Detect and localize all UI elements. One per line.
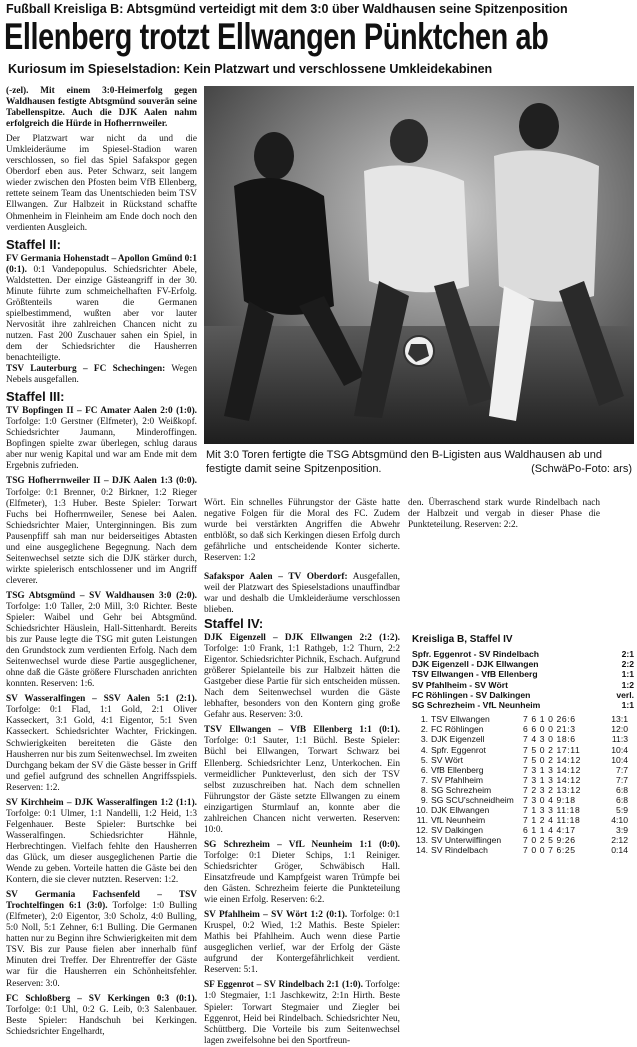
standing-team-name: TSV Ellwangen [431,714,490,725]
match-title: DJK Eigenzell – DJK Ellwangen 2:2 (1:2). [204,633,400,643]
match-title: SF Eggenrot – SV Rindelbach 2:1 (1:0). [204,980,363,991]
standing-stats: 7 5 0 2 14:12 [523,754,581,765]
standing-team-name: SG SCU'schneidheim [431,794,514,805]
standing-rank: 13. [416,835,428,846]
column-2-top [204,498,400,616]
result-row [412,649,634,659]
standing-points: 5:9 [616,805,628,816]
column-3-top [408,498,600,540]
match-text: Torfolge: 0:1 Brenner, 0:2 Birkner, 1:2 Rieger (Elfmeter), 1:3 Huber. Beste Spieler: Torwart Fuchs bei Hofherrnweiler, Senese bei Aalen. Schiedsrichter Maier, Unterginningen. Bis zum Pausenpfiff sah man nur beiderseitiges Abtasten und eine ausgeglichene Begegnung. Nach dem Seitenwechsel setzte sich die DJK stärker durch, wirkte spielerisch entschlossener und im Angriff cleverer. [6,487,197,586]
table-row [412,755,634,765]
match-title: SV Pfahlheim – SV Wört 1:2 (0:1). [204,910,348,921]
match-title: SV Kirchheim – DJK Wasseralfingen 1:2 (1:1). [6,797,197,808]
standings-list [412,714,634,855]
column-2-staffel-4 [204,616,401,1046]
result-match: Spfr. Eggenrot - SV Rindelbach [412,649,540,659]
league-table [412,634,634,856]
standing-team [412,775,592,785]
result-row [412,690,634,700]
staffel-2-heading: Staffel II: [6,236,61,252]
match-report [204,980,400,1046]
standing-rank: 6. [420,764,428,775]
standing-rank: 9. [420,794,428,805]
standing-team [412,745,592,755]
intro-lead: (-zel). Mit einem 3:0-Heimerfolg gegen Waldhausen festigte Abtsgmünd souverän seine Tabellenspitze. Auch die DJK Aalen nahm erfolgreich die Hürde in Hofherrnweiler. [6,86,197,130]
match-text: 0:1 Vandepopulus. Schiedsrichter Abele, Waldstetten. Der einzige Gästeangriff in der 30. Minute führte zum schmeichelhaften FV-Erfolg. Größtenteils waren die Germanen spielbestimmend, wußten aber vor lauter Nervosität ihre zahlreichen Chancen nicht zu nutzen. Fast 200 Zuschauer sahen ein Spiel, in dem der Schiedsrichter die Hausherren benachteiligte. [6,264,197,364]
standing-points: 4:10 [611,815,628,826]
standing-stats: 7 0 0 7 6:25 [523,845,576,856]
match-report [204,840,400,906]
staffel-3-heading: Staffel III: [6,389,65,405]
match-report [204,633,400,721]
result-score: 2:1 [621,649,634,659]
match-text: Torfolge: 0:1 Kruspel, 0:2 Wied, 1:2 Mathis. Beste Spieler: Mathis bei Pfahlheim. Auch wenn diese Partie ausgeglichen verlief, war der Erfolg der Gäste aufgrund der Kontergefährlichkeit verdient. Reserven: 5:1. [204,910,400,976]
result-match: DJK Eigenzell - DJK Ellwangen [412,659,539,670]
standing-rank: 8. [420,784,428,795]
standing-stats: 7 5 0 2 17:11 [523,744,581,755]
standing-rank: 12. [416,825,428,836]
caption-text: Mit 3:0 Toren fertigte die TSG Abtsgmünd den B-Ligisten aus Waldhausen ab und festigte damit seine Spitzenposition. [206,449,603,475]
match-text: Torfolge: 1:0 Stegmaier, 1:1 Jaschkewitz, 2:1n Hirth. Beste Spieler: Torwart Stegmaier und Ziegler bei Eggenrot, Heid bei Rindelbach. Schiedsrichter Neu, Schüttberg. Die Vorteile bis zum Seitenwechsel lagen zweifelsohne bei den Sportfreun- [204,980,401,1046]
match-title: TSV Ellwangen – VfB Ellenberg 1:1 (0:1). [204,725,400,736]
result-match: SV Pfahlheim - SV Wört [412,679,508,690]
standing-stats: 7 2 3 2 13:12 [523,784,581,795]
standing-rank: 7. [420,774,428,785]
match-title: FV Germania Hohenstadt – Apollon Gmünd 0:1 (0:1). [6,253,197,275]
table-row [412,785,634,795]
match-text: Torfolge: 1:0 Frank, 1:1 Rathgeb, 1:2 Thurn, 2:2 Eigentor. Schiedsrichter Pichnik, Eschach. Aufgrund größerer Spielanteile bis zur Halbzeit hätten die Gastgeber diese Partie für sich entscheiden müssen. Nach dem Seitenwechsel wurden die Gäste lebhafter, besonders von den Kontern ging große Gefahr aus. Reserven: 3:0. [204,644,400,721]
match-report [6,406,197,472]
table-row [412,835,634,845]
standing-stats: 7 6 1 0 26:6 [523,714,576,725]
match-report [6,798,197,886]
table-row [412,765,634,775]
result-row [412,659,634,669]
table-row [412,745,634,755]
standing-team-name: DJK Eigenzell [431,734,485,745]
table-row [412,775,634,785]
table-row [412,724,634,734]
standing-stats: 7 3 0 4 9:18 [523,794,576,805]
match-title: TSG Hofherrnweiler II – DJK Aalen 1:3 (0:0). [6,476,197,487]
standing-points: 3:9 [616,825,628,836]
standing-points: 11:3 [611,734,628,745]
result-row [412,700,634,710]
staffel-4-heading: Staffel IV: [204,616,264,631]
column-1 [6,86,197,1037]
standing-points: 7:7 [616,764,628,775]
match-report [6,890,197,989]
standing-stats: 7 0 2 5 9:26 [523,835,576,846]
result-match: SG Schrezheim - VfL Neunheim [412,700,541,711]
standing-points: 6:8 [616,794,628,805]
standing-team-name: SV Dalkingen [431,825,484,836]
match-text: Torfolge: 0:1 Uhl, 0:2 G. Leib, 0:3 Salenbauer. Beste Spieler: Handschuh bei Kerkingen. Schiedsrichter Engelhardt, [6,1004,197,1037]
match-report [6,254,197,364]
standing-stats: 6 6 0 0 21:3 [523,724,576,735]
standing-team [412,755,592,765]
standing-rank: 11. [416,815,428,826]
match-text: Torfolge: 1:0 Bulling (Elfmeter), 2:0 Eigentor, 3:0 Scholz, 4:0 Bulling, 5:0 Noll, 5:1 Zehner, 6:1 Bulling. Die Germanen hatten nur zu Beginn ihre Schwierigkeiten mit dem TSV. Bis zur Pause fielen aber innerhalb fünf Minuten drei Treffer. Der Ehrentreffer der Gäste war für die Hausherren ein Schönheitsfehler. Reserven: 3:0. [6,901,197,989]
standing-rank: 2. [420,724,428,735]
table-row [412,795,634,805]
table-row [412,714,634,724]
standing-team [412,815,592,825]
result-score: 2:2 [621,659,634,670]
match-report [204,572,400,616]
standing-team [412,805,592,815]
standing-team-name: FC Röhlingen [431,724,484,735]
result-row [412,669,634,679]
match-title: TSG Abtsgmünd – SV Waldhausen 3:0 (2:0). [6,590,197,601]
result-match: TSV Ellwangen - VfB Ellenberg [412,669,538,680]
table-row [412,734,634,744]
standing-team-name: SV Unterwilflingen [431,835,502,846]
result-score: verl. [616,689,634,700]
continuation-text: den. Überraschend stark wurde Rindelbach nach der Halbzeit und vergab in dieser Phase die Punkteteilung. Reserven: 2:2. [408,498,600,531]
standing-points: 10:4 [611,744,628,755]
standing-stats: 7 1 2 4 11:18 [523,815,581,826]
match-text: Torfolge: 1:0 Taller, 2:0 Mill, 3:0 Richter. Beste Spieler: Waibel und Gehr bei Abtsgmünd. Schiedsrichter Häuslein, Hall-Sittenhardt. Bereits bis zur Pause legte die TSG mit guten Leistungen den Grundstock zum verdienten Erfolg. Nach dem Seitenwechsel wurde diese Partie ausgeglichener, ohne daß die Gäste größere Flurschaden anrichten konnten. Reserven: 1:6. [6,601,197,690]
result-score: 1:1 [621,700,634,711]
match-title: TSV Lauterburg – FC Schechingen: [6,364,166,375]
standing-points: 10:4 [611,754,628,765]
standing-team [412,734,592,744]
match-text: Wegen Nebels ausgefallen. [6,364,197,386]
match-text: Torfolge: 0:1 Sauter, 1:1 Büchl. Beste Spieler: Büchl bei Ellwangen, Torwart Schwarz bei Ellenberg. Schiedsrichter Lenz, Unterkochen. Ein vermeidlicher Punkteverlust, den sich der TSV selbst zuzuschreiben hat. Nach dem schnellen Führungstor der Gäste setzte Ellwangen zu einem einzigartigen Sturmlauf an, konnte aber die zahlreichen Chancen nicht verwerten. Reserven: 10:0. [204,736,400,835]
standing-team-name: VfB Ellenberg [431,764,484,775]
standing-points: 12:0 [611,724,628,735]
headline: Ellenberg trotzt Ellwangen Pünktchen ab [4,16,549,57]
standing-team-name: SV Pfahlheim [431,774,484,785]
standing-team-name: VfL Neunheim [431,815,486,826]
match-title: SG Schrezheim – VfL Neunheim 1:1 (0:0). [204,839,400,850]
standing-stats: 7 4 3 0 18:6 [523,734,576,745]
match-text: Torfolge: 0:1 Flad, 1:1 Gold, 2:1 Oliver Kasseckert, 3:1 Gold, 4:1 Eigentor, 5:1 Sven Kasseckert. Schiedsrichter Wachter, Frickingen. Schwierigkeiten bereiteten die Gäste den Hausherren nur bis zum Seitenwechsel. Im zweiten Durchgang bekam der SV die Gäste besser in Griff und gefiel aufgrund des schnellen Angriffsspiels. Reserven: 1:2. [6,705,197,793]
standing-team-name: Spfr. Eggenrot [431,744,486,755]
standing-team-name: SG Schrezheim [431,784,492,795]
standing-team [412,714,592,724]
standing-points: 13:1 [611,714,628,725]
standing-stats: 7 1 3 3 11:18 [523,805,581,816]
standing-rank: 14. [416,845,428,856]
match-title: SV Wasseralfingen – SSV Aalen 5:1 (2:1). [6,694,197,705]
match-report [6,364,197,386]
standing-rank: 5. [420,754,428,765]
match-report [6,994,197,1038]
standing-team [412,835,592,845]
table-row [412,805,634,815]
match-text: Torfolge: 1:0 Gerstner (Elfmeter), 2:0 Weißkopf. Schiedsrichter Jaumann, Minderoffingen. Bopfingen spielte zwar überlegen, schlug daraus aber nur wenig Kapital und war am Ende mit dem Ergebnis zufrieden. [6,417,197,472]
standing-stats: 6 1 1 4 4:17 [523,825,576,836]
standing-team [412,724,592,734]
standing-points: 6:8 [616,784,628,795]
standing-stats: 7 3 1 3 14:12 [523,774,581,785]
match-photo [204,86,634,444]
standing-team [412,795,592,805]
result-score: 1:2 [621,679,634,690]
standing-rank: 10. [416,805,428,816]
standing-points: 7:7 [616,774,628,785]
match-title: TV Bopfingen II – FC Amater Aalen 2:0 (1:0). [6,406,197,417]
standing-stats: 7 3 1 3 14:12 [523,764,581,775]
standing-rank: 3. [420,734,428,745]
photo-credit: (SchwäPo-Foto: ars) [531,463,632,475]
result-match: FC Röhlingen - SV Dalkingen [412,689,531,700]
photo-caption [206,448,632,476]
table-row [412,825,634,835]
standing-rank: 1. [420,714,428,725]
standing-team [412,785,592,795]
standing-team-name: DJK Ellwangen [431,805,490,816]
result-row [412,680,634,690]
match-title: SV Germania Fachsenfeld – TSV Trochtelfingen 6:1 (3:0). [6,890,197,912]
standing-team [412,765,592,775]
match-report [6,694,197,793]
match-text: Ausgefallen, weil der Platzwart des Spieselstadions unauffindbar war und deshalb die Umkleideräume verschlossen blieben. [204,572,400,616]
standing-points: 0:14 [611,845,628,856]
match-title: Safakspor Aalen – TV Oberdorf: [204,572,348,583]
continuation-text: Wört. Ein schnelles Führungstor der Gäste hatte negative Folgen für die Moral des FC. Zudem wurde bei verstärkten Angriffen die Abwehr entblößt, so daß sich Kerkingen diesen Erfolg durch gefährliche und entscheidende Konter sicherte. Reserven: 1:2 [204,498,400,564]
result-score: 1:1 [621,669,634,680]
match-title: FC Schloßberg – SV Kerkingen 0:3 (0:1). [6,993,197,1004]
standing-team [412,845,592,855]
kicker-line: Fußball Kreisliga B: Abtsgmünd verteidigt mit dem 3:0 über Waldhausen seine Spitzenposition [6,2,568,16]
match-report [6,476,197,586]
match-text: Torfolge: 0:1 Dieter Schips, 1:1 Reiniger. Schiedsrichter Gröger, Schwäbisch Hall. Einsatzfreude und Kampfgeist waren Trümpfe bei den Gästen. Schrezheim feierte die Punkteteilung wie einen Erfolg. Reserven: 6:2. [204,850,400,906]
standing-team-name: SV Rindelbach [431,845,488,856]
match-report [204,725,400,835]
table-row [412,845,634,855]
intro-body: Der Platzwart war nicht da und die Umkleideräume im Spiesel-Stadion waren verschlossen, so fiel das Spiel Safakspor gegen Oberdorf eben aus. Peter Schwarz, seit langem wieder zwischen den Pfosten beim VfB Ellenberg, rettete seinem Team das Unentschieden beim TSV Ellwangen. Zur Halbzeit in Rückstand schaffte Ohmenheim in Fleinheim am Ende doch noch den verdienten Ausgleich. [6,134,197,233]
standing-team-name: SV Wört [431,754,463,765]
match-report [204,910,400,976]
match-report [6,591,197,690]
table-row [412,815,634,825]
match-text: Torfolge: 0:1 Ulmer, 1:1 Nandelli, 1:2 Heid, 1:3 Felgenhauer. Beste Spieler: Burtschke bei Wasseralfingen. Schiedsrichter Hähnle, Herbrechtingen. Vielfach fehlte den Hausherren das Glück, um dieser ausgeglichenen Partie die Wende zu geben. Vorteile hatten die Gäste bei den Kontern, die sie clever nutzten. Reserven: 1:2. [6,808,197,886]
subheadline: Kuriosum im Spieselstadion: Kein Platzwart und verschlossene Umkleidekabinen [8,62,493,76]
standing-points: 2:12 [611,835,628,846]
football-players-photo [204,86,634,444]
table-title: Kreisliga B, Staffel IV [412,634,513,645]
standing-rank: 4. [420,744,428,755]
standing-team [412,825,592,835]
